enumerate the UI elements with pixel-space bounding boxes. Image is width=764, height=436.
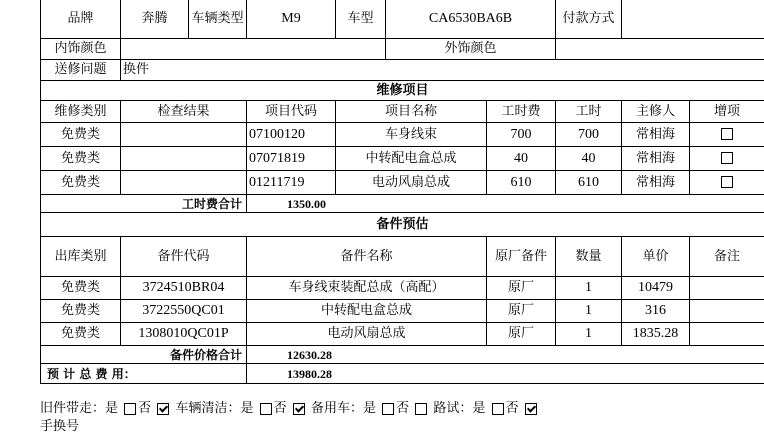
- repair-name: 电动风扇总成: [336, 171, 487, 195]
- repair-result: [121, 147, 247, 171]
- repair-extra-cell: [690, 123, 764, 147]
- old-parts-no-checkbox[interactable]: [157, 403, 169, 415]
- issue-label: 送修问题: [41, 60, 121, 81]
- old-parts-yes-label: 是: [105, 401, 118, 416]
- road-test-label: 路试：: [433, 401, 472, 416]
- interior-color-label: 内饰颜色: [41, 39, 121, 60]
- estimate-label: 预 计 总 费 用：: [41, 364, 247, 384]
- parts-price: 316: [622, 300, 690, 323]
- spare-car-no-label: 否: [396, 401, 409, 416]
- repair-header-name: 项目名称: [336, 101, 487, 123]
- wash-no-label: 否: [274, 401, 287, 416]
- parts-note: [690, 300, 764, 323]
- repair-category: 免费类: [41, 123, 121, 147]
- table-row: [41, 323, 764, 346]
- old-parts-yes-checkbox[interactable]: [124, 403, 136, 415]
- repair-mechanic: 常相海: [622, 171, 690, 195]
- repair-name: 车身线束: [336, 123, 487, 147]
- extra-checkbox[interactable]: [721, 176, 733, 188]
- spare-car-label: 备用车：: [311, 401, 363, 416]
- brand-label: 品牌: [41, 0, 121, 39]
- parts-code: 1308010QC01P: [121, 323, 247, 346]
- old-parts-label: 旧件带走：: [40, 401, 105, 416]
- parts-origin: 原厂: [487, 300, 556, 323]
- parts-qty: 1: [556, 277, 622, 300]
- repair-hours: 40: [556, 147, 622, 171]
- repair-header-hours: 工时: [556, 101, 622, 123]
- parts-origin: 原厂: [487, 323, 556, 346]
- exterior-color-label: 外饰颜色: [386, 39, 556, 60]
- repair-mechanic: 常相海: [622, 147, 690, 171]
- repair-code: 07071819: [247, 147, 336, 171]
- vehicle-type-label: 车辆类型: [189, 0, 247, 39]
- road-test-no-label: 否: [506, 401, 519, 416]
- parts-section-title: 备件预估: [41, 213, 764, 237]
- exterior-color-value: [556, 39, 764, 60]
- footer-next-line: 手换号: [40, 418, 79, 436]
- labor-total-label: 工时费合计: [41, 195, 247, 213]
- repair-result: [121, 171, 247, 195]
- parts-qty: 1: [556, 323, 622, 346]
- repair-code: 01211719: [247, 171, 336, 195]
- brand-value: 奔腾: [121, 0, 189, 39]
- spare-car-yes-label: 是: [363, 401, 376, 416]
- old-parts-no-label: 否: [138, 401, 151, 416]
- parts-origin: 原厂: [487, 277, 556, 300]
- repair-result: [121, 123, 247, 147]
- road-test-yes-label: 是: [472, 401, 485, 416]
- parts-qty: 1: [556, 300, 622, 323]
- parts-price: 1835.28: [622, 323, 690, 346]
- repair-fee: 700: [487, 123, 556, 147]
- repair-hours: 700: [556, 123, 622, 147]
- parts-name: 中转配电盒总成: [247, 300, 487, 323]
- road-test-no-checkbox[interactable]: [525, 403, 537, 415]
- parts-total-value: 12630.28: [247, 346, 764, 364]
- wash-yes-label: 是: [240, 401, 253, 416]
- parts-header-note: 备注: [690, 237, 764, 277]
- repair-fee: 610: [487, 171, 556, 195]
- parts-header-code: 备件代码: [121, 237, 247, 277]
- parts-header-origin: 原厂备件: [487, 237, 556, 277]
- parts-note: [690, 323, 764, 346]
- parts-code: 3724510BR04: [121, 277, 247, 300]
- repair-header-category: 维修类别: [41, 101, 121, 123]
- spare-car-yes-checkbox[interactable]: [382, 403, 394, 415]
- parts-code: 3722550QC01: [121, 300, 247, 323]
- repair-category: 免费类: [41, 171, 121, 195]
- road-test-yes-checkbox[interactable]: [492, 403, 504, 415]
- spare-car-no-checkbox[interactable]: [415, 403, 427, 415]
- interior-color-value: [121, 39, 386, 60]
- wash-yes-checkbox[interactable]: [260, 403, 272, 415]
- wash-label: 车辆清洁：: [175, 401, 240, 416]
- parts-header-category: 出库类别: [41, 237, 121, 277]
- repair-header-extra: 增项: [690, 101, 764, 123]
- payment-label: 付款方式: [556, 0, 622, 39]
- extra-checkbox[interactable]: [721, 152, 733, 164]
- repair-header-code: 项目代码: [247, 101, 336, 123]
- table-row: [41, 300, 764, 323]
- footer-options: [40, 400, 539, 418]
- parts-category: 免费类: [41, 323, 121, 346]
- repair-category: 免费类: [41, 147, 121, 171]
- table-row: [41, 277, 764, 300]
- parts-category: 免费类: [41, 277, 121, 300]
- model-value: CA6530BA6B: [386, 0, 556, 39]
- wash-no-checkbox[interactable]: [293, 403, 305, 415]
- repair-header-fee: 工时费: [487, 101, 556, 123]
- repair-section-title: 维修项目: [41, 81, 764, 101]
- model-label: 车型: [336, 0, 386, 39]
- table-row: [41, 123, 764, 147]
- parts-note: [690, 277, 764, 300]
- repair-header-result: 检查结果: [121, 101, 247, 123]
- vehicle-type-value: M9: [247, 0, 336, 39]
- parts-price: 10479: [622, 277, 690, 300]
- parts-name: 车身线束装配总成（高配）: [247, 277, 487, 300]
- parts-category: 免费类: [41, 300, 121, 323]
- repair-fee: 40: [487, 147, 556, 171]
- repair-extra-cell: [690, 147, 764, 171]
- extra-checkbox[interactable]: [721, 128, 733, 140]
- parts-name: 电动风扇总成: [247, 323, 487, 346]
- repair-name: 中转配电盒总成: [336, 147, 487, 171]
- repair-order-table: [40, 0, 764, 384]
- labor-total-value: 1350.00: [247, 195, 764, 213]
- parts-total-label: 备件价格合计: [41, 346, 247, 364]
- repair-code: 07100120: [247, 123, 336, 147]
- parts-header-price: 单价: [622, 237, 690, 277]
- estimate-value: 13980.28: [247, 364, 764, 384]
- repair-extra-cell: [690, 171, 764, 195]
- repair-hours: 610: [556, 171, 622, 195]
- parts-header-name: 备件名称: [247, 237, 487, 277]
- issue-value: 换件: [121, 60, 764, 81]
- payment-value: [622, 0, 764, 39]
- repair-mechanic: 常相海: [622, 123, 690, 147]
- table-row: [41, 147, 764, 171]
- table-row: [41, 171, 764, 195]
- repair-header-mechanic: 主修人: [622, 101, 690, 123]
- parts-header-qty: 数量: [556, 237, 622, 277]
